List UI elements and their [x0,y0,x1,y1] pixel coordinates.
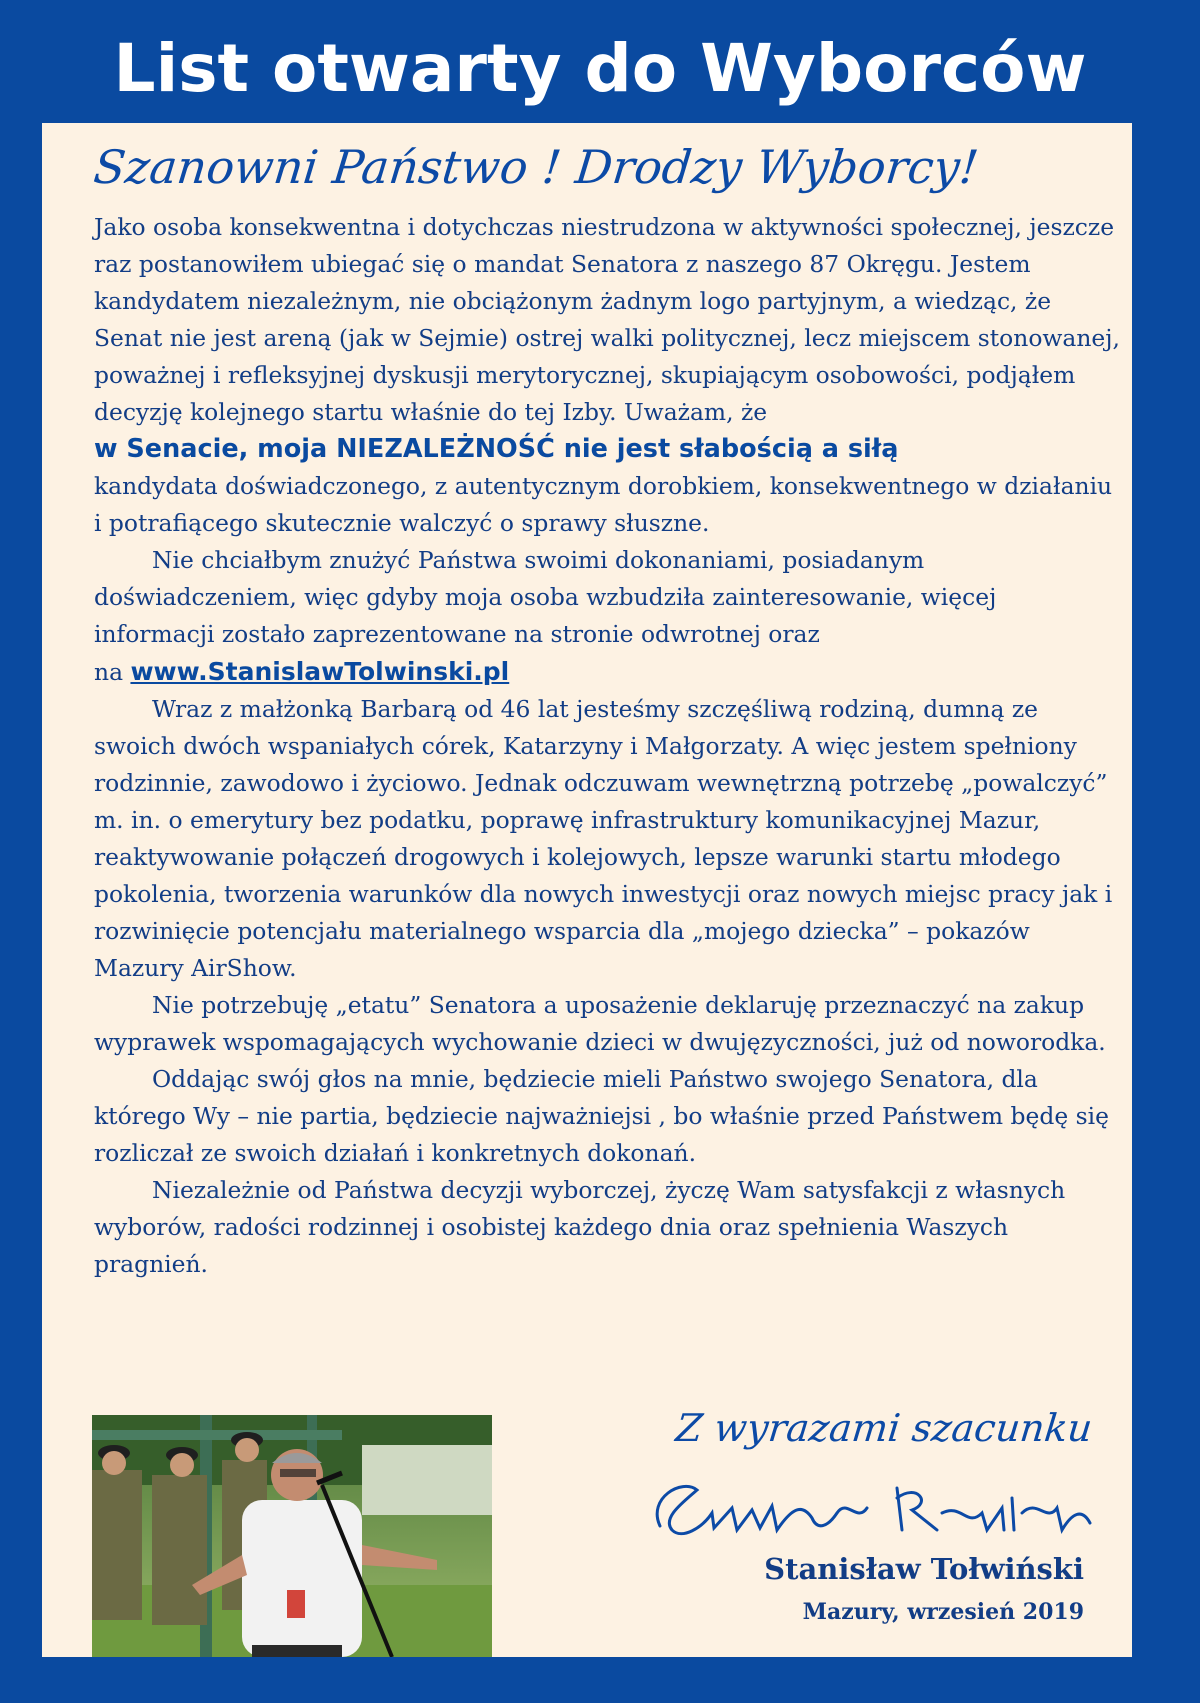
paragraph-2-text: Nie chciałbym znużyć Państwa swoimi dokonaniami, posiadanym doświadczeniem, więc gdyby moja osoba wzbudziła zainteresowanie, więcej informacji zostało zaprezentowane na stronie odwrotnej oraz [94,546,997,648]
closing-phrase: Z wyrazami szacunku [673,1406,1095,1450]
candidate-photo [92,1415,492,1657]
page-title: List otwarty do Wyborców [113,30,1087,107]
handwritten-signature [642,1468,1102,1548]
place-date: Mazury, wrzesień 2019 [802,1599,1084,1625]
paragraph-1-intro: Jako osoba konsekwentna i dotychczas niestrudzona w aktywności społecznej, jeszcze raz postanowiłem ubiegać się o mandat Senatora z naszego 87 Okręgu. Jestem kandydatem niezależnym, nie obciążonym żadnym logo partyjnym, a wiedząc, że Senat nie jest areną (jak w Sejmie) ostrej walki politycznej, lecz miejscem stonowanej, poważnej i refleksyjnej dyskusji merytorycznej, skupiającym osobowości, podjąłem decyzję kolejnego startu właśnie do tej Izby. Uważam, że [94,213,1120,426]
paragraph-2 [94,542,1124,653]
website-link[interactable]: www.StanislawTolwinski.pl [130,657,510,686]
letter-greeting: Szanowni Państwo ! Drodzy Wyborcy! [91,140,981,194]
independence-highlight: w Senacie, moja NIEZALEŻNOŚĆ nie jest słabością a siłą [94,434,899,464]
letter-panel [42,123,1132,1657]
signature-name: Stanisław Tołwiński [764,1552,1084,1586]
website-line [94,653,1124,691]
paragraph-5: Oddając swój głos na mnie, będziecie mieli Państwo swojego Senatora, dla którego Wy – nie partia, będziecie najważniejsi , bo właśnie przed Państwem będę się rozliczał ze swoich działań i konkretnych dokonań. [94,1065,1109,1167]
letter-body [94,209,1124,1283]
paragraph-1 [94,209,1124,542]
website-prefix: na [94,658,124,686]
paragraph-3: Wraz z małżonką Barbarą od 46 lat jesteśmy szczęśliwą rodziną, dumną ze swoich dwóch wspaniałych córek, Katarzyny i Małgorzaty. A więc jestem spełniony rodzinnie, zawodowo i życiowo. Jednak odczuwam wewnętrzną potrzebę „powalczyć” m. in. o emerytury bez podatku, poprawę infrastruktury komunikacyjnej Mazur, reaktywowanie połączeń drogowych i kolejowych, lepsze warunki startu młodego pokolenia, tworzenia warunków dla nowych inwestycji oraz nowych miejsc pracy jak i rozwinięcie potencjału materialnego wsparcia dla „mojego dziecka” – pokazów Mazury AirShow. [94,695,1113,982]
paragraph-6: Niezależnie od Państwa decyzji wyborczej, życzę Wam satysfakcji z własnych wyborów, radości rodzinnej i osobistej każdego dnia oraz spełnienia Waszych pragnień. [94,1176,1066,1278]
paragraph-1-outro: kandydata doświadczonego, z autentycznym dorobkiem, konsekwentnego w działaniu i potrafiącego skutecznie walczyć o sprawy słuszne. [94,472,1113,537]
paragraph-4: Nie potrzebuję „etatu” Senatora a uposażenie deklaruję przeznaczyć na zakup wyprawek wspomagających wychowanie dzieci w dwujęzyczności, już od noworodka. [94,991,1106,1056]
